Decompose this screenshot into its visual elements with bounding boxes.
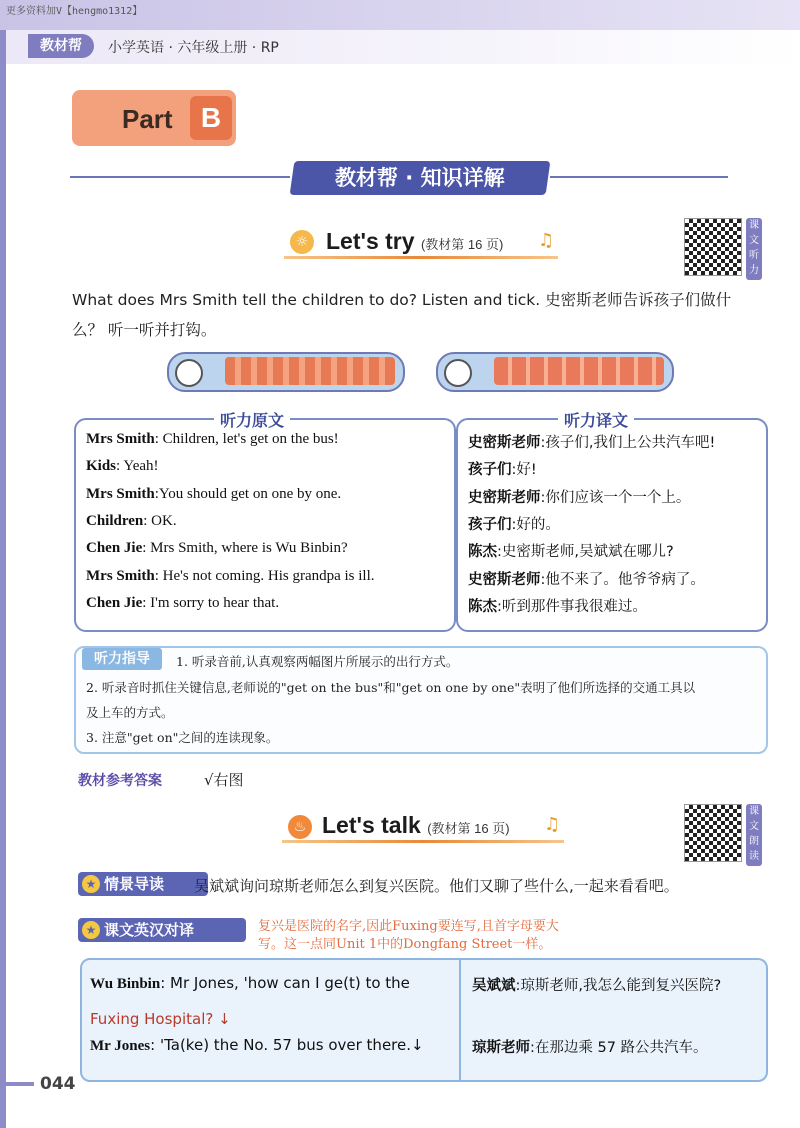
transcript-text: Mrs Smith, where is Wu Binbin? xyxy=(150,540,348,557)
guide-line-4: 3. 注意"get on"之间的连读现象。 xyxy=(86,730,279,745)
star-icon: ★ xyxy=(82,921,100,939)
translation-speaker: 史密斯老师 xyxy=(468,435,541,451)
dialog-line-2-cn xyxy=(472,1036,708,1057)
answer-label: 教材参考答案 xyxy=(78,773,162,789)
dialog-text-cn: :琼斯老师,我怎么能到复兴医院? xyxy=(515,978,722,994)
bilingual-tag-text: 课文英汉对译 xyxy=(104,921,195,939)
transcript-text: I'm sorry to hear that. xyxy=(150,594,280,611)
transcript-text: OK. xyxy=(151,512,177,529)
dialog-speaker: Wu Binbin xyxy=(90,976,161,992)
qr-code-listening[interactable] xyxy=(684,218,742,276)
transcript-row xyxy=(86,540,348,557)
annotation-note: 复兴是医院的名字,因此Fuxing要连写,且首字母要大写。这一点同Unit 1中的Dongfang Street一样。 xyxy=(258,919,559,952)
translation-speaker: 史密斯老师 xyxy=(468,571,541,588)
qr-tab-reading: 课文朗读 xyxy=(746,804,762,866)
transcript-text: He's not coming. His grandpa is ill. xyxy=(162,567,375,584)
dialog-speaker-cn: 吴斌斌 xyxy=(472,978,516,994)
translation-text: :你们应该一个一个上。 xyxy=(540,489,691,506)
banner-rule-left xyxy=(70,176,290,178)
bilingual-tag xyxy=(78,918,246,942)
watermark-text: 更多资料加V【hengmo1312】 xyxy=(6,6,143,17)
brand-label: 教材帮 xyxy=(28,34,94,58)
banner-rule-right xyxy=(550,176,728,178)
translation-text: :好的。 xyxy=(511,516,560,533)
side-stripe xyxy=(0,30,6,1128)
transcript-separator: : xyxy=(143,512,152,529)
transcript-separator: : xyxy=(154,431,163,447)
scene-tag xyxy=(78,872,208,896)
translation-text: :好! xyxy=(511,462,537,479)
part-label-text: Part xyxy=(122,104,173,134)
translation-speaker: 陈杰 xyxy=(468,544,497,561)
dialog-text: : Mr Jones, 'how can I ge(t) to the xyxy=(160,974,410,992)
guide-line-3: 及上车的方式。 xyxy=(86,705,174,720)
transcript-speaker: Chen Jie xyxy=(86,540,143,557)
transcript-row xyxy=(86,568,375,585)
bus-image xyxy=(494,357,664,385)
lets-talk-title-text: Let's talk xyxy=(322,812,421,838)
dialog-line-1-cn xyxy=(472,974,721,995)
lets-talk-ref: (教材第 16 页) xyxy=(427,821,510,836)
transcript-row xyxy=(86,595,279,612)
instruction-text: What does Mrs Smith tell the children to do? Listen and tick. 史密斯老师告诉孩子们做什么？ 听一听并打钩。 xyxy=(72,291,732,339)
transcript-separator: : xyxy=(154,485,159,502)
tick-circle-bus[interactable] xyxy=(444,359,472,387)
dialog-line-1-en-cont: Fuxing Hospital? ↓ xyxy=(90,1010,231,1028)
sun-icon: ☼ xyxy=(290,230,314,254)
section-banner-text: 教材帮 · 知识详解 xyxy=(335,166,505,190)
transcript-text: Children, let's get on the bus! xyxy=(162,431,339,447)
translation-row xyxy=(468,486,690,507)
translation-text: :孩子们,我们上公共汽车吧! xyxy=(540,435,716,451)
star-icon: ★ xyxy=(82,875,100,893)
dialog-speaker: Mr Jones xyxy=(90,1038,151,1054)
lets-talk-title xyxy=(322,812,510,839)
transcript-speaker: Children xyxy=(86,512,144,529)
transcript-separator: : xyxy=(154,567,163,584)
dialog-line-2-en xyxy=(90,1036,424,1055)
translation-row xyxy=(468,568,705,589)
translation-row xyxy=(468,540,674,561)
translation-text: :听到那件事我很难过。 xyxy=(497,598,647,615)
transcript-separator: : xyxy=(142,594,151,611)
transcript-row xyxy=(86,486,341,503)
translation-speaker: 孩子们 xyxy=(468,462,512,479)
guide-line-1: 1. 听录音前,认真观察两幅图片所展示的出行方式。 xyxy=(176,654,459,669)
speaker-icon: ♫ xyxy=(544,814,561,835)
scene-tag-text: 情景导读 xyxy=(104,875,165,893)
guide-tag: 听力指导 xyxy=(82,648,162,670)
title-underline xyxy=(284,256,558,259)
fire-icon: ♨ xyxy=(288,815,312,839)
translation-row xyxy=(468,595,647,616)
lets-try-title-text: Let's try xyxy=(326,228,415,254)
section-banner xyxy=(290,161,551,195)
translation-text: :他不来了。他爷爷病了。 xyxy=(540,571,705,588)
walking-children-image xyxy=(225,357,395,385)
transcript-speaker: Mrs Smith xyxy=(86,567,155,584)
qr-tab-listening: 课文听力 xyxy=(746,218,762,280)
dialog-text: : 'Ta(ke) the No. 57 bus over there.↓ xyxy=(150,1036,424,1054)
dialog-text-cn: :在那边乘 57 路公共汽车。 xyxy=(530,1040,708,1056)
transcript-text: You should get on one by one. xyxy=(158,485,342,502)
transcript-separator: : xyxy=(116,458,124,475)
title-underline-talk xyxy=(282,840,564,843)
qr-code-reading[interactable] xyxy=(684,804,742,862)
transcript-speaker: Mrs Smith xyxy=(86,431,155,447)
page-number: 044 xyxy=(40,1074,76,1094)
translation-speaker: 孩子们 xyxy=(468,516,512,533)
dialog-speaker-cn: 琼斯老师 xyxy=(472,1040,530,1056)
dialog-line-1-en xyxy=(90,974,410,993)
guide-line-2: 2. 听录音时抓住关键信息,老师说的"get on the bus"和"get on one by one"表明了他们所选择的交通工具以 xyxy=(86,680,696,695)
transcript-row xyxy=(86,431,339,448)
translation-speaker: 史密斯老师 xyxy=(468,489,541,506)
translation-heading: 听力译文 xyxy=(558,408,634,431)
dialog-divider xyxy=(459,958,461,1080)
translation-text: :史密斯老师,吴斌斌在哪儿? xyxy=(497,544,674,561)
page-number-bar xyxy=(0,1082,34,1086)
part-letter: B xyxy=(190,96,232,140)
translation-speaker: 陈杰 xyxy=(468,598,497,615)
transcript-row xyxy=(86,513,177,530)
lets-try-title xyxy=(326,228,503,255)
transcript-separator: : xyxy=(142,540,151,557)
headphone-icon: ♫ xyxy=(538,230,555,251)
breadcrumb: 小学英语 · 六年级上册 · RP xyxy=(108,40,279,56)
transcript-row xyxy=(86,458,159,475)
picture-bus[interactable] xyxy=(436,352,674,392)
scene-text: 吴斌斌询问琼斯老师怎么到复兴医院。他们又聊了些什么,一起来看看吧。 xyxy=(194,877,679,895)
translation-row xyxy=(468,458,537,479)
transcript-speaker: Kids xyxy=(86,458,117,475)
tick-circle-walking[interactable] xyxy=(175,359,203,387)
transcript-text: Yeah! xyxy=(123,458,159,475)
answer-text: √右图 xyxy=(204,771,244,789)
translation-row xyxy=(468,431,715,452)
transcript-speaker: Mrs Smith xyxy=(86,485,155,502)
transcript-speaker: Chen Jie xyxy=(86,594,143,611)
translation-row xyxy=(468,513,560,534)
lets-try-ref: (教材第 16 页) xyxy=(420,237,504,252)
transcript-heading: 听力原文 xyxy=(214,408,290,431)
picture-walking[interactable] xyxy=(167,352,405,392)
